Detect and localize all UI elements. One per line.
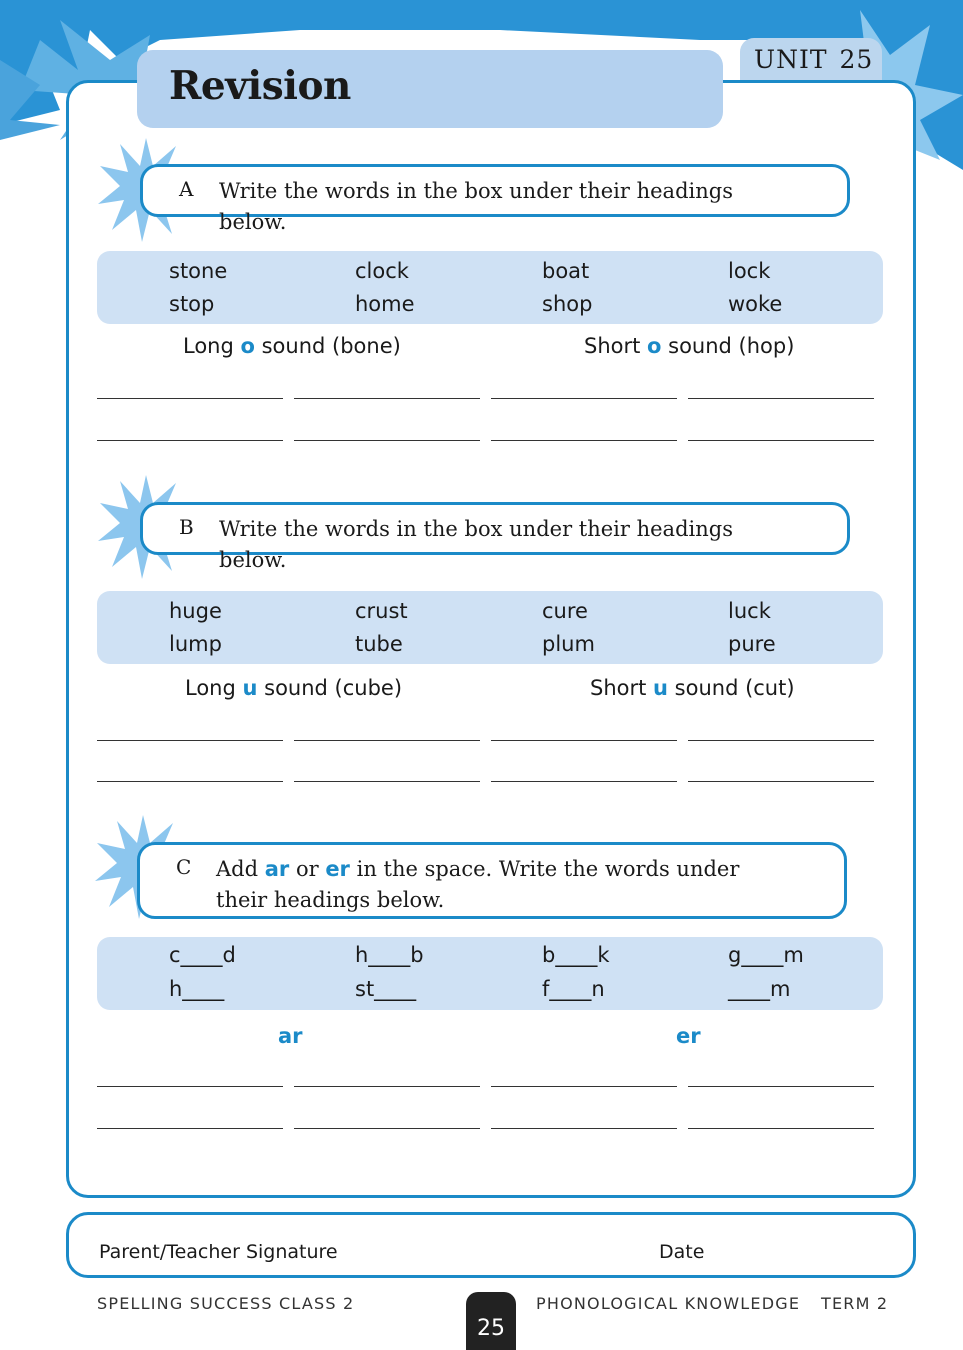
answer-line[interactable] [97, 1086, 283, 1087]
unit-label: UNIT [754, 45, 828, 74]
word: cure [542, 599, 588, 623]
instruction-text: Write the words in the box under their headings below. [219, 517, 733, 572]
answer-line[interactable] [294, 440, 480, 441]
word: crust [355, 599, 408, 623]
heading-left: Long o sound (bone) [183, 334, 401, 358]
answer-line[interactable] [97, 781, 283, 782]
word-box-b [97, 591, 883, 664]
answer-line[interactable] [688, 781, 874, 782]
heading-left: ar [278, 1024, 303, 1048]
word: luck [728, 599, 771, 623]
word: h____ [169, 977, 225, 1001]
answer-line[interactable] [97, 398, 283, 399]
signature-label: Parent/Teacher Signature [99, 1241, 338, 1263]
word: woke [728, 292, 783, 316]
answer-line[interactable] [491, 398, 677, 399]
word: stop [169, 292, 215, 316]
word-box-c [97, 937, 883, 1010]
word: st____ [355, 977, 417, 1001]
answer-line[interactable] [97, 440, 283, 441]
word: shop [542, 292, 593, 316]
heading-right: Short o sound (hop) [584, 334, 795, 358]
word: ____m [728, 977, 791, 1001]
instruction-text: Add ar or er in the space. Write the words under their headings below. [216, 857, 740, 912]
heading-left: Long u sound (cube) [185, 676, 403, 700]
answer-line[interactable] [688, 740, 874, 741]
instruction-text: Write the words in the box under their headings below. [219, 179, 733, 234]
word: stone [169, 259, 228, 283]
answer-line[interactable] [294, 781, 480, 782]
answer-line[interactable] [294, 1128, 480, 1129]
signature-box[interactable] [66, 1212, 916, 1278]
word: lump [169, 632, 222, 656]
answer-line[interactable] [294, 1086, 480, 1087]
word: pure [728, 632, 776, 656]
answer-line[interactable] [491, 1086, 677, 1087]
word: f____n [542, 977, 605, 1001]
word: b____k [542, 943, 610, 967]
footer-book-title: SPELLING SUCCESS CLASS 2 [97, 1294, 355, 1313]
word-box-a [97, 251, 883, 324]
word: c____d [169, 943, 236, 967]
word: plum [542, 632, 595, 656]
answer-line[interactable] [688, 1128, 874, 1129]
answer-line[interactable] [294, 398, 480, 399]
answer-line[interactable] [491, 781, 677, 782]
word: home [355, 292, 415, 316]
heading-right: er [676, 1024, 701, 1048]
instruction-b [140, 502, 850, 572]
unit-number: 25 [839, 45, 874, 74]
word: lock [728, 259, 771, 283]
word: h____b [355, 943, 424, 967]
section-letter: C [176, 855, 192, 879]
section-letter: B [179, 515, 194, 539]
answer-line[interactable] [688, 1086, 874, 1087]
instruction-a [140, 164, 850, 234]
footer-topic: PHONOLOGICAL KNOWLEDGE [536, 1294, 801, 1313]
word: huge [169, 599, 222, 623]
answer-line[interactable] [688, 440, 874, 441]
word: tube [355, 632, 403, 656]
answer-line[interactable] [97, 1128, 283, 1129]
answer-line[interactable] [294, 740, 480, 741]
word: boat [542, 259, 590, 283]
page-title: Revision [137, 50, 723, 128]
answer-line[interactable] [688, 398, 874, 399]
date-label: Date [659, 1241, 705, 1263]
answer-line[interactable] [491, 1128, 677, 1129]
page-number: 25 [466, 1292, 516, 1350]
section-letter: A [179, 177, 194, 201]
footer-term: TERM 2 [821, 1294, 889, 1313]
instruction-c [137, 842, 847, 919]
word: g____m [728, 943, 804, 967]
word: clock [355, 259, 409, 283]
answer-line[interactable] [97, 740, 283, 741]
heading-right: Short u sound (cut) [590, 676, 795, 700]
answer-line[interactable] [491, 440, 677, 441]
answer-line[interactable] [491, 740, 677, 741]
